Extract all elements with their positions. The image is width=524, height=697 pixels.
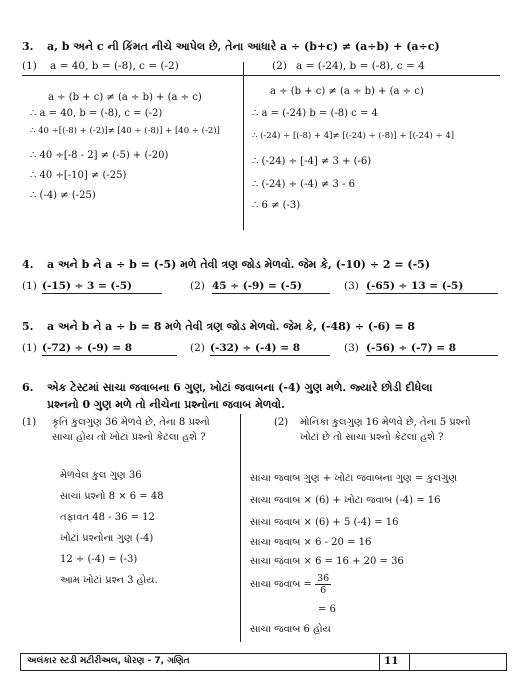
- fraction: [315, 573, 331, 596]
- q3-right-line-1: a ÷ (b + c) ≠ (a ÷ b) + (a ÷ c): [270, 86, 424, 97]
- q6-column-divider: [240, 414, 241, 642]
- q6-left-line-4: ખોટાં પ્રશ્નોના ગુણ (-4): [60, 533, 154, 544]
- q5-answer-1-label: (1): [22, 342, 37, 354]
- q6-left-label: (1): [22, 417, 37, 428]
- q6-right-line-3: સાચા જવાબ × (6) + 5 (-4) = 16: [250, 517, 399, 528]
- q3-left-label: (1): [22, 60, 37, 72]
- q6-title-line-2: પ્રશ્નનો 0 ગુણ મળે તો નીચેના પ્રશ્નોના જવાબ મેળવો.: [47, 398, 285, 411]
- q6-right-fraction-line: [250, 573, 331, 596]
- page-number: 11: [384, 655, 399, 667]
- q4-title: a અને b ને a ÷ b = (-5) મળે તેવી ત્રણ જોડ મેળવો. જેમ કે, (-10) ÷ 2 = (-5): [47, 258, 431, 271]
- q6-title-line-1: એક ટેસ્ટમાં સાચા જવાબના 6 ગુણ, ખોટાં જવાબના (-4) ગુણ મળે. જ્યારે છોડી દીધેલા: [47, 381, 433, 394]
- q3-left-line-1: a ÷ (b + c) ≠ (a ÷ b) + (a ÷ c): [48, 92, 202, 103]
- q3-right-line-2: ∴ a = (-24) b = (-8) c = 4: [252, 108, 378, 119]
- q3-left-line-4: ∴ 40 ÷[-8 - 2] ≠ (-5) + (-20): [30, 150, 169, 161]
- q5-answer-1: (-72) ÷ (-9) = 8: [42, 342, 177, 356]
- q5-answer-2: (-32) ÷ (-4) = 8: [210, 342, 330, 356]
- q6-right-eq6: = 6: [318, 604, 336, 615]
- q3-right-given: a = (-24), b = (-8), c = 4: [296, 60, 425, 72]
- q4-answer-2: 45 ÷ (-9) = (-5): [212, 280, 330, 294]
- q6-right-fraction-prefix: સાચા જવાબ =: [250, 579, 312, 590]
- q6-right-line-5: સાચા જવાબ × 6 = 16 + 20 = 36: [250, 556, 404, 567]
- fraction-denominator: 6: [320, 585, 327, 596]
- q6-right-question-1: મોનિકા કુલગુણ 16 મેળવે છે, તેના 5 પ્રશ્નો: [300, 417, 471, 428]
- q4-answer-3-label: (3): [344, 280, 359, 292]
- fraction-numerator: 36: [317, 573, 330, 584]
- q6-left-line-3: તફાવત 48 - 36 = 12: [60, 512, 155, 523]
- footer-text: અલંકાર સ્ટડી મટીરીઅલ, ધોરણ - 7, ગણિત: [27, 656, 190, 666]
- q6-left-question-1: કૃતિ કુલગુણ 36 મેળવે છે, તેના 8 પ્રશ્નો: [52, 417, 210, 428]
- q3-title: a, b અને c ની કિંમત નીચે આપેલ છે, તેના આધારે a ÷ (b+c) ≠ (a÷b) + (a÷c): [47, 40, 440, 53]
- footer-empty-cell: [409, 654, 506, 670]
- q5-title: a અને b ને a ÷ b = 8 મળે તેવી ત્રણ જોડ મેળવો. જેમ કે, (-48) ÷ (-6) = 8: [47, 320, 416, 333]
- q3-right-line-4: ∴ (-24) ÷ [-4] ≠ 3 + (-6): [252, 156, 372, 167]
- q3-right-line-5: ∴ (-24) ÷ (-4) ≠ 3 - 6: [252, 179, 355, 190]
- q5-number: 5.: [22, 320, 34, 333]
- q4-answer-1: (-15) ÷ 3 = (-5): [42, 280, 162, 294]
- q3-right-line-6: ∴ 6 ≠ (-3): [252, 200, 301, 211]
- q3-right-label: (2): [272, 60, 287, 72]
- q4-number: 4.: [22, 258, 34, 271]
- q6-right-line-2: સાચા જવાબ × (6) + ખોટા જવાબ (-4) = 16: [250, 495, 441, 506]
- q6-right-final: સાચા જવાબ 6 હોય: [250, 624, 331, 635]
- q6-left-line-5: 12 ÷ (-4) = (-3): [60, 554, 138, 565]
- q3-left-line-3: ∴ 40 ÷[(-8) + (-2)]≠ [40 ÷ (-8)] + [40 ÷ (-2)]: [30, 126, 220, 136]
- footer-bar: [20, 653, 507, 671]
- page-number-box: [379, 654, 404, 670]
- q6-right-question-2: ખોટાં છે તો સાચા પ્રશ્નો કેટલા હશે ?: [300, 432, 444, 443]
- q5-answer-3: (-56) ÷ (-7) = 8: [366, 342, 498, 356]
- q6-right-line-4: સાચા જવાબ × 6 - 20 = 16: [250, 537, 372, 548]
- q6-left-line-1: મેળવેલ કુલ ગુણ 36: [60, 470, 142, 481]
- q3-left-given: a = 40, b = (-8), c = (-2): [50, 60, 179, 72]
- q6-number: 6.: [22, 381, 34, 394]
- q5-answer-3-label: (3): [344, 342, 359, 354]
- q3-header-rule: [22, 75, 500, 76]
- q4-answer-3: (-65) ÷ 13 = (-5): [366, 280, 498, 294]
- q6-right-label: (2): [274, 417, 289, 428]
- q4-answer-2-label: (2): [190, 280, 205, 292]
- q3-number: 3.: [22, 40, 34, 53]
- q3-left-line-6: ∴ (-4) ≠ (-25): [30, 190, 96, 201]
- q6-left-question-2: સાચા હોય તો ખોટાં પ્રશ્નો કેટલા હશે ?: [52, 432, 206, 443]
- q3-left-line-2: ∴ a = 40, b = (-8), c = (-2): [30, 108, 163, 119]
- q3-right-line-3: ∴ (-24) ÷ [(-8) + 4]≠ [(-24) ÷ (-8)] + [(-24) ÷ 4]: [252, 131, 455, 141]
- q3-left-line-5: ∴ 40 ÷[-10] ≠ (-25): [30, 170, 127, 181]
- q5-answer-2-label: (2): [190, 342, 205, 354]
- q6-left-line-2: સાચાં પ્રશ્નો 8 × 6 = 48: [60, 491, 164, 502]
- q3-column-divider: [243, 62, 244, 230]
- q6-right-line-1: સાચા જવાબ ગુણ + ખોટા જવાબના ગુણ = કુલગુણ: [250, 473, 458, 484]
- q4-answer-1-label: (1): [22, 280, 37, 292]
- q6-left-line-6: આમ ખોટાં પ્રશ્ન 3 હોય.: [60, 575, 158, 586]
